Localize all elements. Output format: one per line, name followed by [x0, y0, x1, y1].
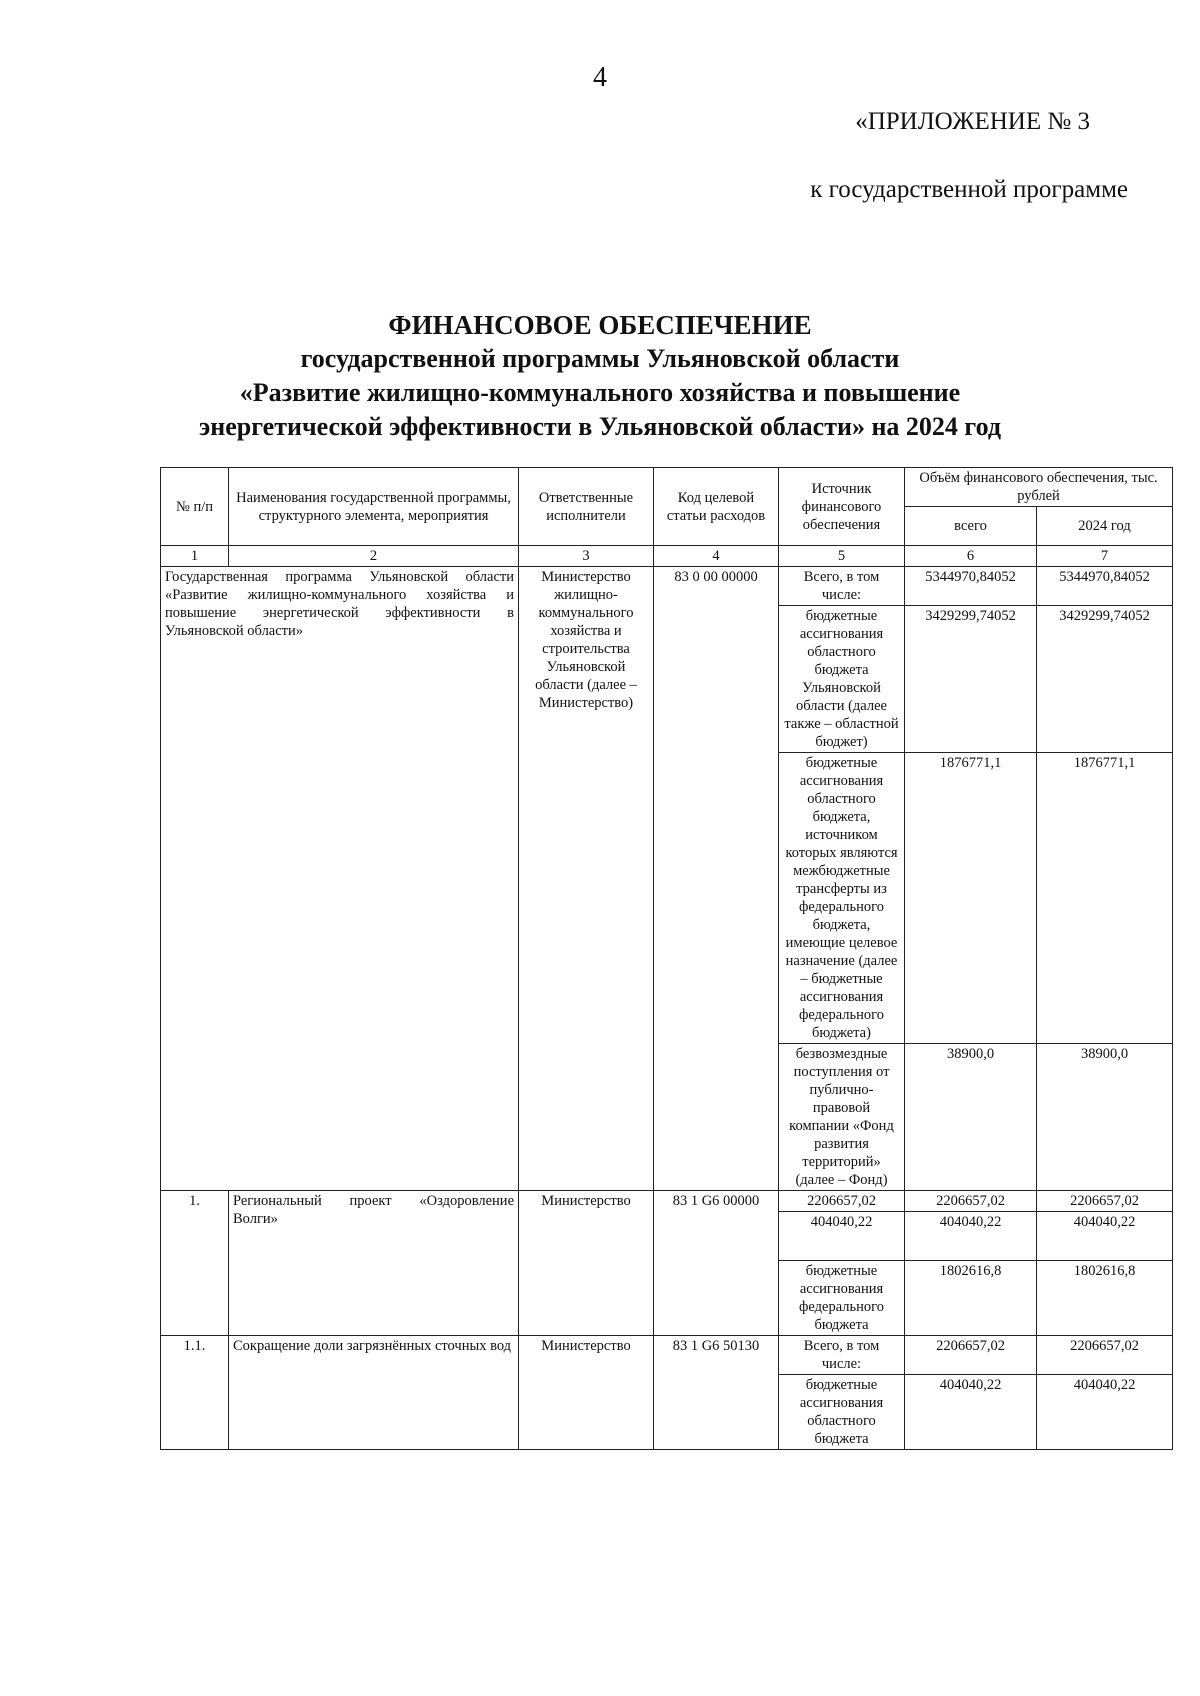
year-cell: 5344970,84052: [1037, 567, 1173, 606]
project-name: Региональный проект «Оздоровление Волги»: [229, 1191, 519, 1336]
total-cell: 404040,22: [905, 1375, 1037, 1450]
column-number: 7: [1037, 546, 1173, 567]
source-cell: бюджетные ассигнования областного бюджета: [779, 1375, 905, 1450]
header-total: всего: [905, 507, 1037, 546]
program-name: Государственная программа Ульяновской области «Развитие жилищно-коммунального хозяйства и повышение энергетической эффективности в Ульяновской области»: [161, 567, 519, 1191]
financing-table: [160, 467, 1173, 1450]
year-cell: 38900,0: [1037, 1044, 1173, 1191]
header-num: № п/п: [161, 468, 229, 546]
total-cell: 404040,22: [905, 1212, 1037, 1261]
year-cell: 3429299,74052: [1037, 606, 1173, 753]
source-cell: 2206657,02: [779, 1191, 905, 1212]
item-executor: Министерство: [519, 1336, 654, 1450]
title-line-1: ФИНАНСОВОЕ ОБЕСПЕЧЕНИЕ: [388, 310, 812, 340]
total-cell: 3429299,74052: [905, 606, 1037, 753]
header-year: 2024 год: [1037, 507, 1173, 546]
project-code: 83 1 G6 00000: [654, 1191, 779, 1336]
year-cell: 2206657,02: [1037, 1336, 1173, 1375]
year-cell: 1876771,1: [1037, 753, 1173, 1044]
item-code: 83 1 G6 50130: [654, 1336, 779, 1450]
column-number: 4: [654, 546, 779, 567]
total-cell: 2206657,02: [905, 1191, 1037, 1212]
header-name: Наименования государственной программы, структурного элемента, мероприятия: [229, 468, 519, 546]
page-number: 4: [593, 62, 607, 93]
column-number: 1: [161, 546, 229, 567]
year-cell: 404040,22: [1037, 1375, 1173, 1450]
appendix-label: «ПРИЛОЖЕНИЕ № 3: [855, 108, 1090, 135]
document-title: [160, 308, 1040, 444]
year-cell: 2206657,02: [1037, 1191, 1173, 1212]
table-row: [161, 1191, 1173, 1212]
column-numbers-row: [161, 546, 1173, 567]
header-code: Код целевой статьи расходов: [654, 468, 779, 546]
header-source: Источник финансового обеспечения: [779, 468, 905, 546]
source-cell: 404040,22: [779, 1212, 905, 1261]
source-cell: бюджетные ассигнования областного бюджета Ульяновской области (далее также – областной бюджет): [779, 606, 905, 753]
program-executor: Министерство жилищно-коммунального хозяйства и строительства Ульяновской области (далее – Министерство): [519, 567, 654, 1191]
row-number: 1.1.: [161, 1336, 229, 1450]
row-number: 1.: [161, 1191, 229, 1336]
total-cell: 2206657,02: [905, 1336, 1037, 1375]
header-executors: Ответственные исполнители: [519, 468, 654, 546]
column-number: 5: [779, 546, 905, 567]
year-cell: 1802616,8: [1037, 1261, 1173, 1336]
source-cell: безвозмездные поступления от публично-правовой компании «Фонд развития территорий» (далее – Фонд): [779, 1044, 905, 1191]
table-header-row: [161, 468, 1173, 507]
title-line-2: государственной программы Ульяновской области: [300, 344, 900, 373]
appendix-subtitle: к государственной программе: [810, 176, 1128, 203]
total-cell: 38900,0: [905, 1044, 1037, 1191]
source-cell: Всего, в том числе:: [779, 1336, 905, 1375]
total-cell: 1876771,1: [905, 753, 1037, 1044]
source-cell: бюджетные ассигнования федерального бюджета: [779, 1261, 905, 1336]
table-row: [161, 1336, 1173, 1375]
year-cell: 404040,22: [1037, 1212, 1173, 1261]
total-cell: 1802616,8: [905, 1261, 1037, 1336]
header-volume: Объём финансового обеспечения, тыс. рублей: [905, 468, 1173, 507]
column-number: 3: [519, 546, 654, 567]
column-number: 2: [229, 546, 519, 567]
project-executor: Министерство: [519, 1191, 654, 1336]
program-code: 83 0 00 00000: [654, 567, 779, 1191]
title-line-3: «Развитие жилищно-коммунального хозяйства и повышение: [239, 378, 961, 407]
table-row: [161, 567, 1173, 606]
column-number: 6: [905, 546, 1037, 567]
title-line-4: энергетической эффективности в Ульяновской области» на 2024 год: [198, 412, 1001, 441]
total-cell: 5344970,84052: [905, 567, 1037, 606]
item-name: Сокращение доли загрязнённых сточных вод: [229, 1336, 519, 1450]
source-cell: Всего, в том числе:: [779, 567, 905, 606]
source-cell: бюджетные ассигнования областного бюджета, источником которых являются межбюджетные трансферты из федерального бюджета, имеющие целевое назначение (далее – бюджетные ассигнования федерального бюджета): [779, 753, 905, 1044]
